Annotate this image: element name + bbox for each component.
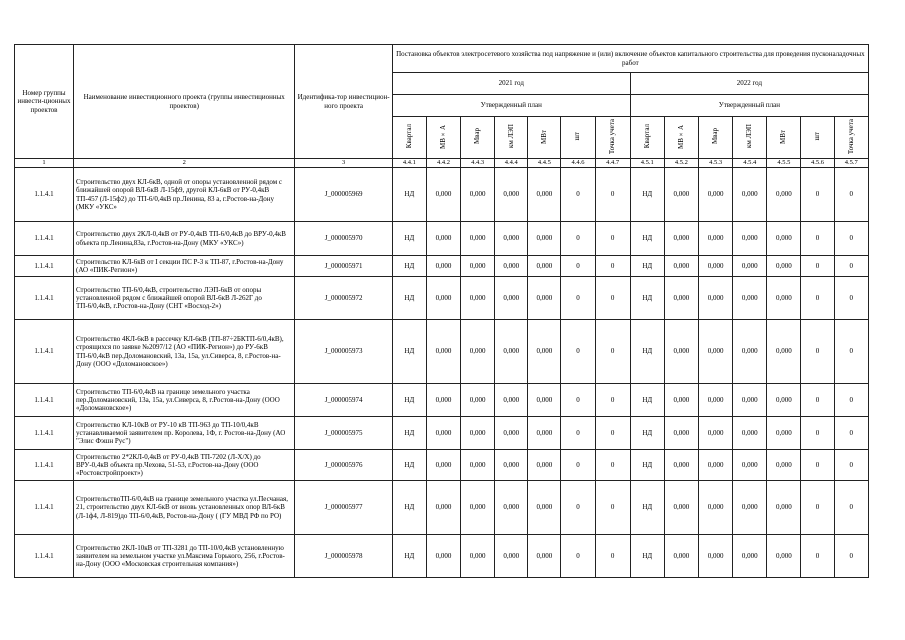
value-cell: 0,000 bbox=[528, 320, 561, 384]
value-cell: 0,000 bbox=[495, 222, 528, 256]
value-cell: 0,000 bbox=[426, 222, 460, 256]
value-cell: 0 bbox=[561, 384, 595, 417]
project-name-cell: СтроительствоТП-6/0,4кВ на границе земельного участка ул.Песчаная, 21, строительство двух КЛ-6кВ от вновь установленных опор ВЛ-6кВ (Л-1ф4, Л-819)до ТП-6/0,4кВ, Ростов-на-Дону ( (ГУ МВД РФ по РО) bbox=[73, 481, 294, 535]
value-cell: 0,000 bbox=[495, 417, 528, 450]
value-cell: НД bbox=[630, 168, 664, 222]
header-year-2022: 2022 год bbox=[630, 73, 868, 95]
project-name-cell: Строительство 4КЛ-6кВ в рассечку КЛ-6кВ (ТП-87÷2БКТП-6/0,4кВ), строящихся по заявке №2097/12 (АО «ПИК-Регион») до РУ-6кВ ТП-6/0,4кВ пер.Доломановский, 13а, 15а, ул.Сиверса, 8, г.Ростов-на-Дону (ООО «Доломановское») bbox=[73, 320, 294, 384]
project-id-cell: J_000005978 bbox=[295, 535, 392, 578]
value-cell: 0,000 bbox=[664, 277, 698, 320]
value-cell: 0 bbox=[834, 277, 868, 320]
value-cell: 0,000 bbox=[461, 481, 495, 535]
sub-column-header bbox=[495, 117, 528, 159]
value-cell: 0,000 bbox=[733, 168, 767, 222]
column-index-cell: 4.4.2 bbox=[426, 159, 460, 168]
value-cell: НД bbox=[392, 417, 426, 450]
value-cell: 0,000 bbox=[733, 450, 767, 481]
value-cell: 0 bbox=[834, 450, 868, 481]
sub-column-label: Квартал bbox=[642, 124, 651, 149]
table-row bbox=[15, 481, 869, 535]
header-group-number: Номер группы инвести-ционных проектов bbox=[15, 45, 74, 159]
sub-column-header bbox=[392, 117, 426, 159]
value-cell: 0 bbox=[834, 384, 868, 417]
sub-column-header bbox=[767, 117, 801, 159]
sub-column-label: шт bbox=[812, 132, 821, 141]
value-cell: 0,000 bbox=[528, 450, 561, 481]
group-number-cell: 1.1.4.1 bbox=[15, 256, 74, 277]
sub-column-header bbox=[733, 117, 767, 159]
value-cell: 0 bbox=[801, 256, 834, 277]
project-id-cell: J_000005971 bbox=[295, 256, 392, 277]
sub-column-header bbox=[561, 117, 595, 159]
value-cell: 0 bbox=[561, 535, 595, 578]
project-id-cell: J_000005977 bbox=[295, 481, 392, 535]
value-cell: 0,000 bbox=[733, 256, 767, 277]
value-cell: НД bbox=[392, 277, 426, 320]
value-cell: НД bbox=[630, 320, 664, 384]
value-cell: 0,000 bbox=[528, 256, 561, 277]
value-cell: 0 bbox=[801, 222, 834, 256]
value-cell: НД bbox=[392, 256, 426, 277]
value-cell: 0,000 bbox=[767, 168, 801, 222]
value-cell: 0 bbox=[801, 535, 834, 578]
column-index-cell: 4.4.3 bbox=[461, 159, 495, 168]
value-cell: НД bbox=[392, 222, 426, 256]
project-id-cell: J_000005975 bbox=[295, 417, 392, 450]
value-cell: 0 bbox=[834, 222, 868, 256]
sub-column-header bbox=[801, 117, 834, 159]
value-cell: 0,000 bbox=[664, 168, 698, 222]
value-cell: 0,000 bbox=[733, 320, 767, 384]
table-row bbox=[15, 384, 869, 417]
value-cell: 0 bbox=[834, 535, 868, 578]
value-cell: НД bbox=[630, 417, 664, 450]
project-id-cell: J_000005976 bbox=[295, 450, 392, 481]
value-cell: НД bbox=[392, 320, 426, 384]
value-cell: 0,000 bbox=[664, 222, 698, 256]
value-cell: 0 bbox=[801, 320, 834, 384]
value-cell: 0,000 bbox=[426, 481, 460, 535]
value-cell: 0,000 bbox=[495, 320, 528, 384]
value-cell: НД bbox=[392, 168, 426, 222]
column-index-cell: 4.5.7 bbox=[834, 159, 868, 168]
column-index-cell: 3 bbox=[295, 159, 392, 168]
value-cell: НД bbox=[630, 481, 664, 535]
group-number-cell: 1.1.4.1 bbox=[15, 450, 74, 481]
value-cell: 0 bbox=[595, 384, 630, 417]
value-cell: 0,000 bbox=[528, 417, 561, 450]
group-number-cell: 1.1.4.1 bbox=[15, 222, 74, 256]
value-cell: 0 bbox=[561, 320, 595, 384]
value-cell: НД bbox=[630, 384, 664, 417]
project-name-cell: Строительство 2КЛ-10кВ от ТП-3281 до ТП-10/0,4кВ установленную заявителем на земельном участке ул.Максима Горького, 256, г.Ростов-на-Дону (ООО «Московская строительная компания») bbox=[73, 535, 294, 578]
project-id-cell: J_000005974 bbox=[295, 384, 392, 417]
column-index-cell: 4.4.4 bbox=[495, 159, 528, 168]
value-cell: 0,000 bbox=[461, 168, 495, 222]
value-cell: 0 bbox=[801, 277, 834, 320]
value-cell: 0,000 bbox=[461, 450, 495, 481]
value-cell: 0,000 bbox=[426, 320, 460, 384]
column-index-cell: 4.5.6 bbox=[801, 159, 834, 168]
project-id-cell: J_000005969 bbox=[295, 168, 392, 222]
sub-column-label: Квартал bbox=[404, 124, 413, 149]
header-year-2021: 2021 год bbox=[392, 73, 630, 95]
value-cell: 0,000 bbox=[495, 535, 528, 578]
header-plan-2021: Утвержденный план bbox=[392, 95, 630, 117]
column-index-cell: 4.5.5 bbox=[767, 159, 801, 168]
table-row bbox=[15, 277, 869, 320]
value-cell: 0 bbox=[595, 535, 630, 578]
value-cell: 0 bbox=[801, 168, 834, 222]
value-cell: 0,000 bbox=[767, 320, 801, 384]
project-name-cell: Строительство КЛ-6кВ от I секции ПС Р-3 к ТП-87, г.Ростов-на-Дону (АО «ПИК-Регион») bbox=[73, 256, 294, 277]
column-index-cell: 4.4.1 bbox=[392, 159, 426, 168]
column-index-cell: 1 bbox=[15, 159, 74, 168]
sub-column-label: км ЛЭП bbox=[745, 124, 754, 149]
project-id-cell: J_000005972 bbox=[295, 277, 392, 320]
value-cell: 0,000 bbox=[733, 481, 767, 535]
value-cell: 0,000 bbox=[664, 384, 698, 417]
value-cell: 0,000 bbox=[426, 277, 460, 320]
value-cell: 0,000 bbox=[461, 417, 495, 450]
project-name-cell: Строительство 2*2КЛ-0,4кВ от РУ-0,4кВ ТП-7202 (Л-Х/Х) до ВРУ-0,4кВ объекта пр.Чехова, 51-53, г.Ростов-на-Дону (ООО «Ростовстройпроект») bbox=[73, 450, 294, 481]
value-cell: 0,000 bbox=[461, 222, 495, 256]
project-id-cell: J_000005970 bbox=[295, 222, 392, 256]
project-name-cell: Строительство КЛ-10кВ от РУ-10 кВ ТП-963 до ТП-10/0,4кВ устанавливаемой заявителем пр. Королева, 1Ф, г. Ростов-на-Дону (АО "Элис Фэшн Рус") bbox=[73, 417, 294, 450]
value-cell: 0,000 bbox=[767, 535, 801, 578]
value-cell: 0 bbox=[561, 222, 595, 256]
sub-column-header bbox=[528, 117, 561, 159]
value-cell: 0 bbox=[834, 256, 868, 277]
value-cell: 0,000 bbox=[767, 481, 801, 535]
column-index-cell: 4.5.3 bbox=[699, 159, 733, 168]
sub-column-header bbox=[834, 117, 868, 159]
value-cell: 0 bbox=[595, 481, 630, 535]
header-commissioning: Постановка объектов электросетевого хозяйства под напряжение и (или) включение объектов капитального строительства для проведения пусконаладочных работ bbox=[392, 45, 868, 73]
value-cell: 0,000 bbox=[699, 481, 733, 535]
sub-column-label: Мвар bbox=[472, 128, 481, 145]
value-cell: 0,000 bbox=[426, 417, 460, 450]
value-cell: НД bbox=[630, 256, 664, 277]
value-cell: 0,000 bbox=[664, 256, 698, 277]
project-id-cell: J_000005973 bbox=[295, 320, 392, 384]
table-row bbox=[15, 256, 869, 277]
value-cell: НД bbox=[392, 384, 426, 417]
value-cell: 0,000 bbox=[699, 277, 733, 320]
value-cell: НД bbox=[630, 277, 664, 320]
column-index-row bbox=[15, 159, 869, 168]
group-number-cell: 1.1.4.1 bbox=[15, 384, 74, 417]
table-row bbox=[15, 168, 869, 222]
value-cell: 0 bbox=[595, 168, 630, 222]
value-cell: 0 bbox=[561, 417, 595, 450]
value-cell: НД bbox=[392, 450, 426, 481]
sub-column-label: км ЛЭП bbox=[506, 124, 515, 149]
value-cell: 0,000 bbox=[495, 384, 528, 417]
value-cell: 0,000 bbox=[664, 481, 698, 535]
value-cell: 0,000 bbox=[699, 535, 733, 578]
value-cell: 0,000 bbox=[426, 450, 460, 481]
value-cell: 0 bbox=[595, 450, 630, 481]
value-cell: 0,000 bbox=[767, 222, 801, 256]
value-cell: 0,000 bbox=[528, 384, 561, 417]
value-cell: 0,000 bbox=[664, 417, 698, 450]
sub-column-header bbox=[630, 117, 664, 159]
value-cell: 0,000 bbox=[767, 256, 801, 277]
value-cell: 0,000 bbox=[528, 222, 561, 256]
table-body bbox=[15, 168, 869, 578]
value-cell: 0,000 bbox=[461, 256, 495, 277]
value-cell: 0,000 bbox=[699, 222, 733, 256]
sub-column-label: Точка учета bbox=[607, 118, 616, 155]
value-cell: 0,000 bbox=[699, 320, 733, 384]
value-cell: 0 bbox=[561, 256, 595, 277]
sub-column-label: МВт bbox=[539, 129, 548, 144]
value-cell: 0,000 bbox=[664, 320, 698, 384]
project-name-cell: Строительство двух 2КЛ-0,4кВ от РУ-0,4кВ ТП-6/0,4кВ до ВРУ-0,4кВ объекта пр.Ленина,83а, г.Ростов-на-Дону (МКУ «УКС») bbox=[73, 222, 294, 256]
sub-column-label: МВ×А bbox=[676, 124, 685, 149]
value-cell: 0,000 bbox=[733, 384, 767, 417]
value-cell: 0,000 bbox=[733, 222, 767, 256]
value-cell: 0,000 bbox=[426, 384, 460, 417]
value-cell: 0,000 bbox=[426, 168, 460, 222]
project-name-cell: Строительство ТП-6/0,4кВ, строительство ЛЭП-6кВ от опоры установленной рядом с ближайшей опорой ВЛ-6кВ Л-262Г до ТП-6/0,4кВ, г.Ростов-на-Дону (СНТ «Восход-2») bbox=[73, 277, 294, 320]
sub-column-header bbox=[664, 117, 698, 159]
value-cell: 0 bbox=[595, 417, 630, 450]
table-row bbox=[15, 450, 869, 481]
value-cell: НД bbox=[392, 535, 426, 578]
group-number-cell: 1.1.4.1 bbox=[15, 417, 74, 450]
value-cell: 0,000 bbox=[664, 450, 698, 481]
value-cell: 0 bbox=[561, 168, 595, 222]
table-row bbox=[15, 320, 869, 384]
value-cell: 0,000 bbox=[461, 320, 495, 384]
value-cell: 0,000 bbox=[733, 417, 767, 450]
header-identifier: Идентифика-тор инвестицион-ного проекта bbox=[295, 45, 392, 159]
sub-column-label: Точка учета bbox=[846, 118, 855, 155]
group-number-cell: 1.1.4.1 bbox=[15, 277, 74, 320]
value-cell: 0,000 bbox=[461, 384, 495, 417]
group-number-cell: 1.1.4.1 bbox=[15, 168, 74, 222]
column-index-cell: 4.4.7 bbox=[595, 159, 630, 168]
sub-column-header bbox=[426, 117, 460, 159]
column-index-cell: 4.4.5 bbox=[528, 159, 561, 168]
value-cell: 0,000 bbox=[495, 481, 528, 535]
value-cell: 0,000 bbox=[767, 417, 801, 450]
table-row bbox=[15, 417, 869, 450]
value-cell: 0 bbox=[801, 481, 834, 535]
column-index-cell: 4.5.2 bbox=[664, 159, 698, 168]
header-project-name: Наименование инвестиционного проекта (группы инвестиционных проектов) bbox=[73, 45, 294, 159]
value-cell: 0,000 bbox=[495, 168, 528, 222]
value-cell: 0 bbox=[834, 481, 868, 535]
column-index-cell: 4.5.1 bbox=[630, 159, 664, 168]
value-cell: 0 bbox=[834, 168, 868, 222]
value-cell: 0,000 bbox=[699, 168, 733, 222]
sub-column-label: шт bbox=[573, 132, 582, 141]
value-cell: 0 bbox=[595, 277, 630, 320]
sub-column-label: МВ×А bbox=[438, 124, 447, 149]
value-cell: 0,000 bbox=[528, 168, 561, 222]
value-cell: 0 bbox=[801, 450, 834, 481]
value-cell: 0 bbox=[834, 320, 868, 384]
value-cell: 0,000 bbox=[528, 481, 561, 535]
group-number-cell: 1.1.4.1 bbox=[15, 481, 74, 535]
group-number-cell: 1.1.4.1 bbox=[15, 535, 74, 578]
value-cell: 0,000 bbox=[528, 535, 561, 578]
column-index-cell: 2 bbox=[73, 159, 294, 168]
value-cell: 0,000 bbox=[495, 450, 528, 481]
value-cell: 0,000 bbox=[767, 450, 801, 481]
column-index-cell: 4.5.4 bbox=[733, 159, 767, 168]
sub-column-header bbox=[595, 117, 630, 159]
value-cell: 0,000 bbox=[733, 277, 767, 320]
value-cell: 0 bbox=[801, 384, 834, 417]
column-index-cell: 4.4.6 bbox=[561, 159, 595, 168]
value-cell: НД bbox=[392, 481, 426, 535]
value-cell: НД bbox=[630, 222, 664, 256]
sub-column-label: МВт bbox=[779, 129, 788, 144]
value-cell: 0,000 bbox=[767, 277, 801, 320]
sub-column-header bbox=[699, 117, 733, 159]
value-cell: 0,000 bbox=[733, 535, 767, 578]
value-cell: 0 bbox=[595, 222, 630, 256]
value-cell: 0,000 bbox=[699, 417, 733, 450]
value-cell: 0,000 bbox=[426, 256, 460, 277]
investment-projects-table bbox=[14, 44, 869, 578]
value-cell: 0,000 bbox=[699, 256, 733, 277]
sub-column-label: Мвар bbox=[710, 128, 719, 145]
table-row bbox=[15, 222, 869, 256]
value-cell: НД bbox=[630, 535, 664, 578]
group-number-cell: 1.1.4.1 bbox=[15, 320, 74, 384]
value-cell: 0,000 bbox=[528, 277, 561, 320]
value-cell: 0,000 bbox=[699, 384, 733, 417]
value-cell: 0 bbox=[834, 417, 868, 450]
table-row bbox=[15, 535, 869, 578]
value-cell: 0,000 bbox=[426, 535, 460, 578]
value-cell: 0,000 bbox=[461, 277, 495, 320]
value-cell: 0 bbox=[801, 417, 834, 450]
project-name-cell: Строительство двух КЛ-6кВ, одной от опоры установленной рядом с ближайшей опорой ВЛ-6кВ Л-15ф9, другой КЛ-6кВ от РУ-0,4кВ ТП-457 (Л-15ф2) до ТП-6/0,4кВ пр.Ленина, 83 а, г.Ростов-на-Дону (МКУ «УКС» bbox=[73, 168, 294, 222]
value-cell: 0 bbox=[561, 481, 595, 535]
value-cell: 0,000 bbox=[495, 277, 528, 320]
sub-column-header bbox=[461, 117, 495, 159]
value-cell: 0,000 bbox=[461, 535, 495, 578]
value-cell: 0,000 bbox=[699, 450, 733, 481]
value-cell: 0 bbox=[561, 277, 595, 320]
project-name-cell: Строительство ТП-6/0,4кВ на границе земельного участка пер.Доломановский, 13а, 15а, ул.Сиверса, 8, г.Ростов-на-Дону (ООО «Доломановское») bbox=[73, 384, 294, 417]
value-cell: 0 bbox=[595, 320, 630, 384]
value-cell: 0,000 bbox=[495, 256, 528, 277]
value-cell: 0,000 bbox=[664, 535, 698, 578]
value-cell: 0 bbox=[595, 256, 630, 277]
value-cell: НД bbox=[630, 450, 664, 481]
header-plan-2022: Утвержденный план bbox=[630, 95, 868, 117]
value-cell: 0,000 bbox=[767, 384, 801, 417]
value-cell: 0 bbox=[561, 450, 595, 481]
